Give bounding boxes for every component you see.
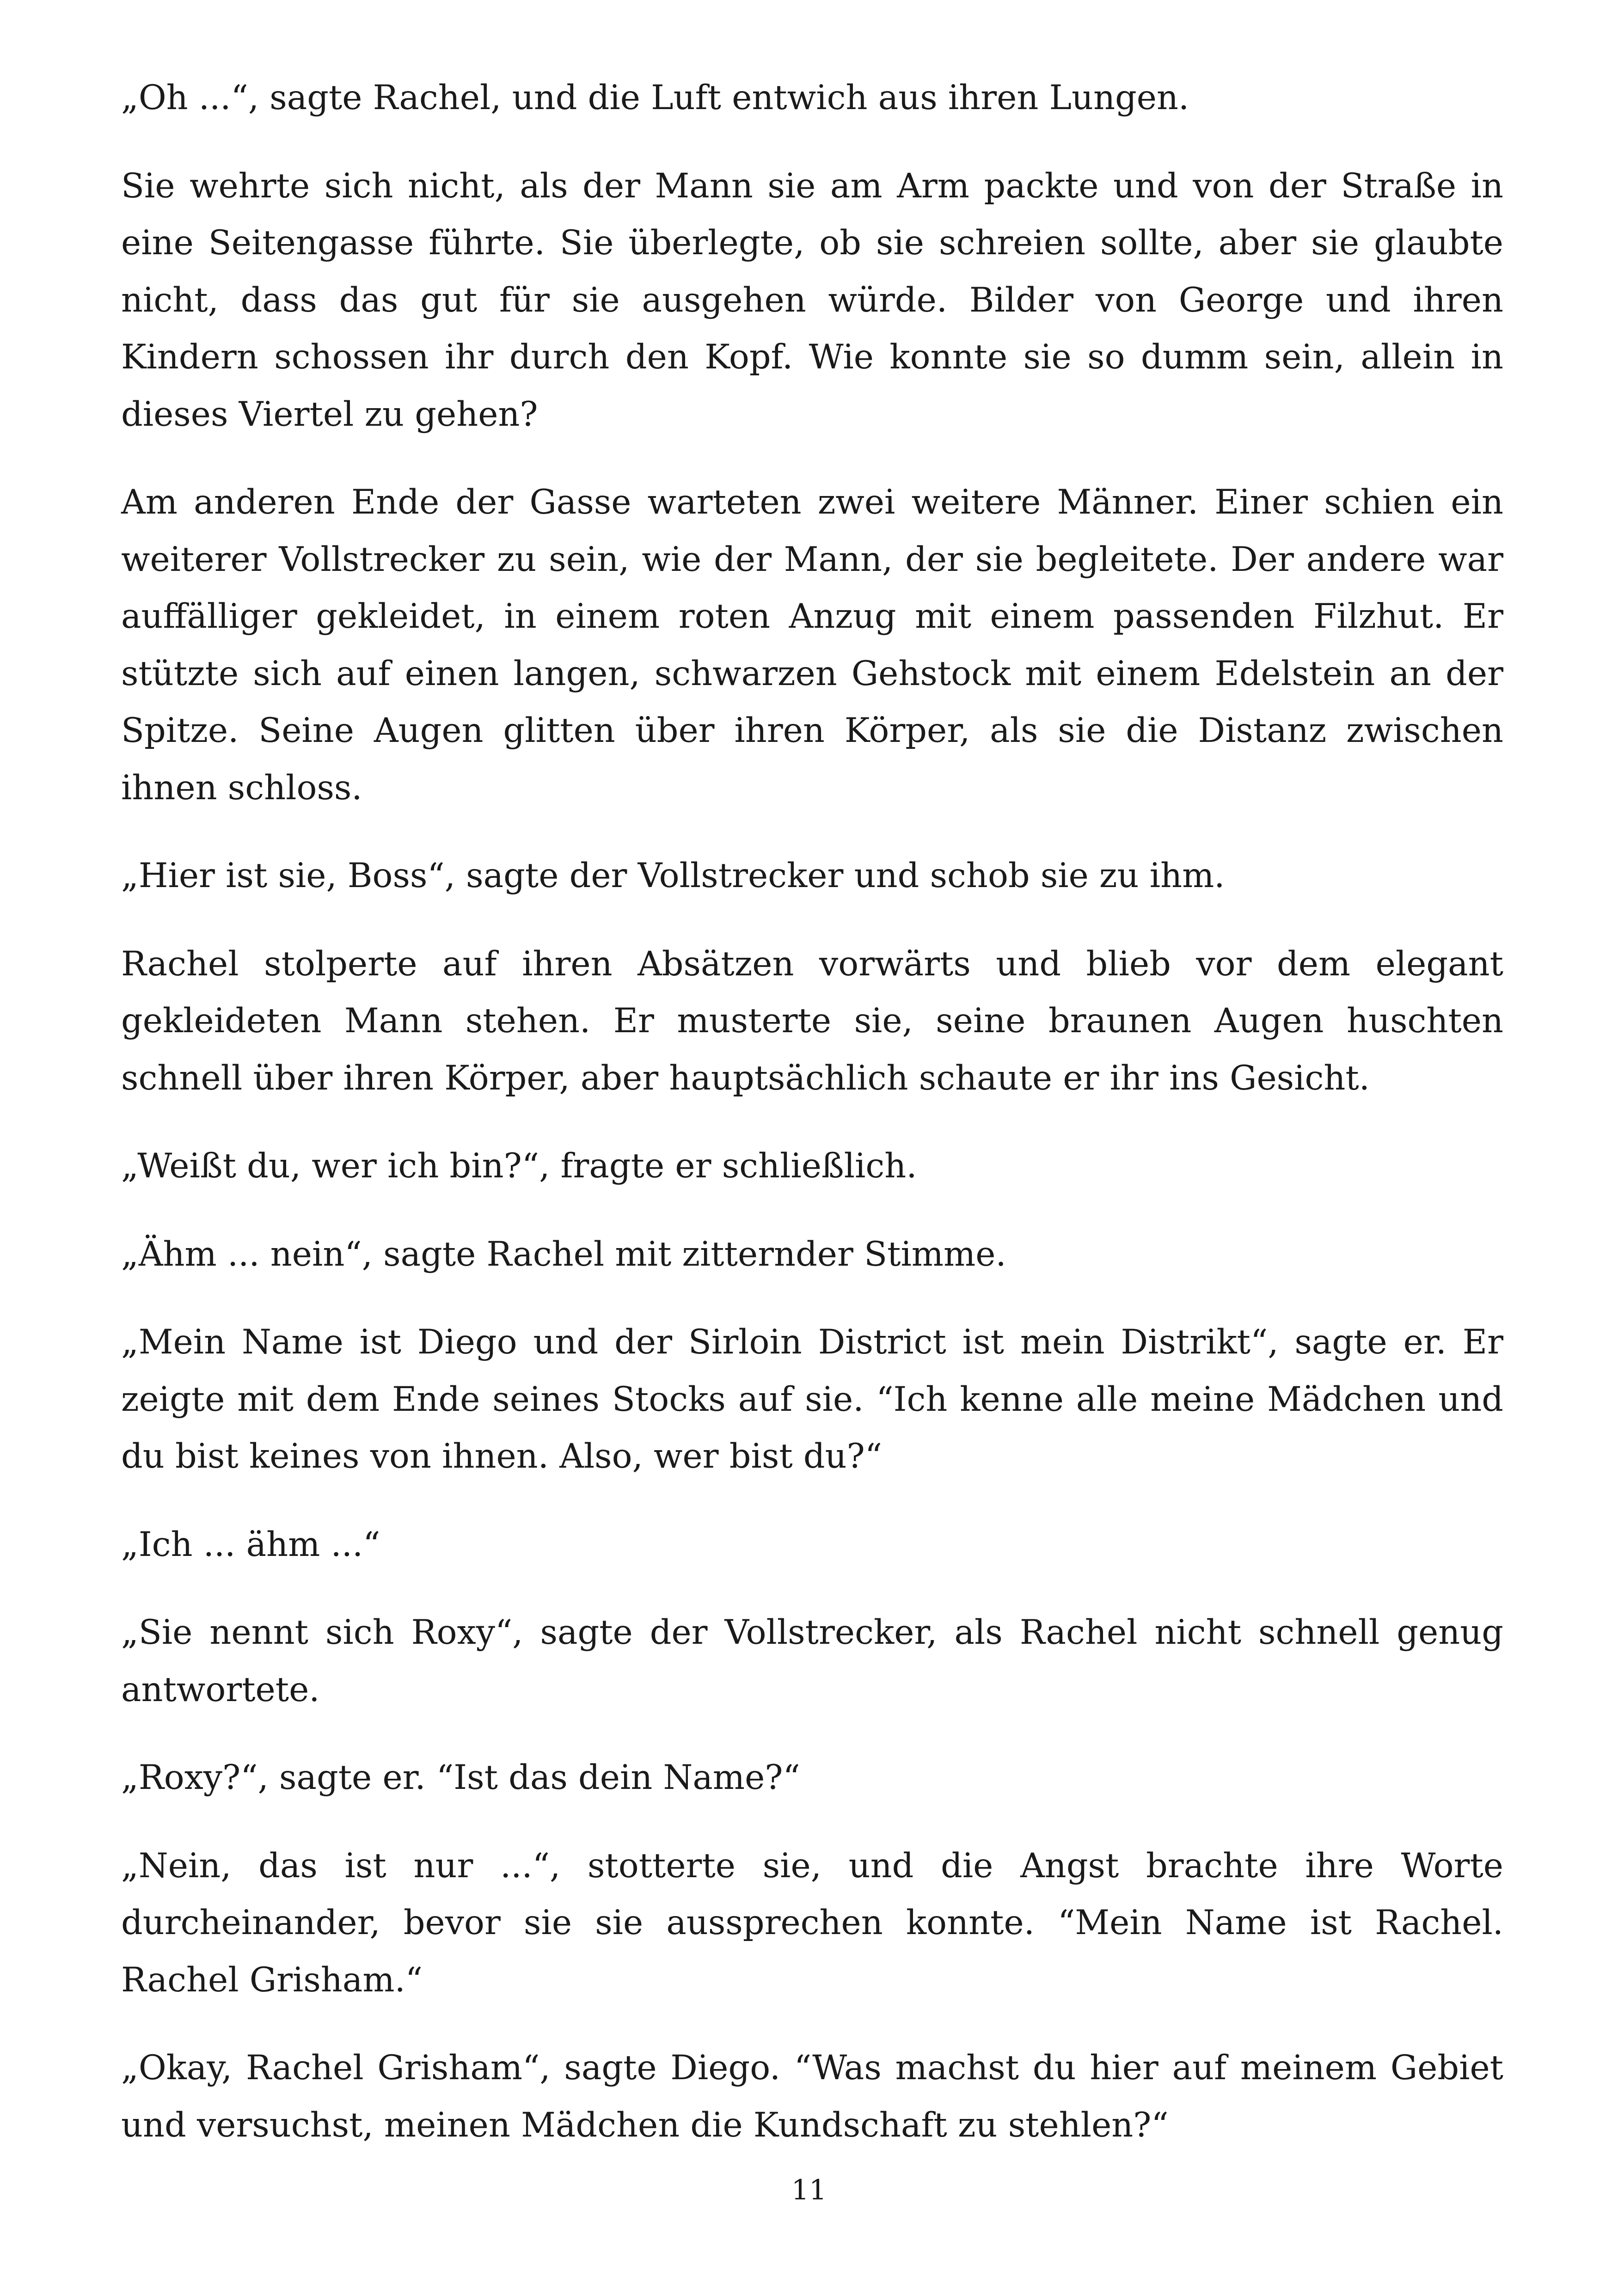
paragraph: „Sie nennt sich Roxy“, sagte der Vollstrecker, als Rachel nicht schnell genug antwortete. — [121, 1613, 1503, 1709]
paragraph: Am anderen Ende der Gasse warteten zwei weitere Männer. Einer schien ein weiterer Vollstrecker zu sein, wie der Mann, der sie begleitete. Der andere war auffälliger gekleidet, in einem roten Anzug mit einem passenden Filzhut. Er stützte sich auf einen langen, schwarzen Gehstock mit einem Edelstein an der Spitze. Seine Augen glitten über ihren Körper, als sie die Distanz zwischen ihnen schloss. — [121, 483, 1503, 808]
paragraph: Sie wehrte sich nicht, als der Mann sie am Arm packte und von der Straße in eine Seitengasse führte. Sie überlegte, ob sie schreien sollte, aber sie glaubte nicht, dass das gut für sie ausgehen würde. Bilder von George und ihren Kindern schossen ihr durch den Kopf. Wie konnte sie so dumm sein, allein in dieses Viertel zu gehen? — [121, 166, 1503, 434]
paragraph: „Mein Name ist Diego und der Sirloin District ist mein Distrikt“, sagte er. Er zeigte mit dem Ende seines Stocks auf sie. “Ich kenne alle meine Mädchen und du bist keines von ihnen. Also, wer bist du?“ — [121, 1322, 1503, 1476]
paragraph: Rachel stolperte auf ihren Absätzen vorwärts und blieb vor dem elegant gekleideten Mann stehen. Er musterte sie, seine braunen Augen huschten schnell über ihren Körper, aber hauptsächlich schaute er ihr ins Gesicht. — [121, 944, 1503, 1098]
paragraph: „Roxy?“, sagte er. “Ist das dein Name?“ — [121, 1758, 800, 1797]
paragraph: „Ich ... ähm ...“ — [121, 1525, 380, 1564]
paragraph: „Weißt du, wer ich bin?“, fragte er schließlich. — [121, 1146, 917, 1186]
body-text — [121, 69, 1503, 2185]
paragraph: „Ähm ... nein“, sagte Rachel mit zitternder Stimme. — [121, 1234, 1006, 1274]
paragraph: „Okay, Rachel Grisham“, sagte Diego. “Was machst du hier auf meinem Gebiet und versuchst, meinen Mädchen die Kundschaft zu stehlen?“ — [121, 2048, 1503, 2145]
paragraph: „Nein, das ist nur ...“, stotterte sie, und die Angst brachte ihre Worte durcheinander, bevor sie sie aussprechen konnte. “Mein Name ist Rachel. Rachel Grisham.“ — [121, 1846, 1503, 2000]
page-number: 11 — [791, 2174, 827, 2206]
paragraph: „Oh ...“, sagte Rachel, und die Luft entwich aus ihren Lungen. — [121, 78, 1189, 117]
paragraph: „Hier ist sie, Boss“, sagte der Vollstrecker und schob sie zu ihm. — [121, 856, 1225, 895]
